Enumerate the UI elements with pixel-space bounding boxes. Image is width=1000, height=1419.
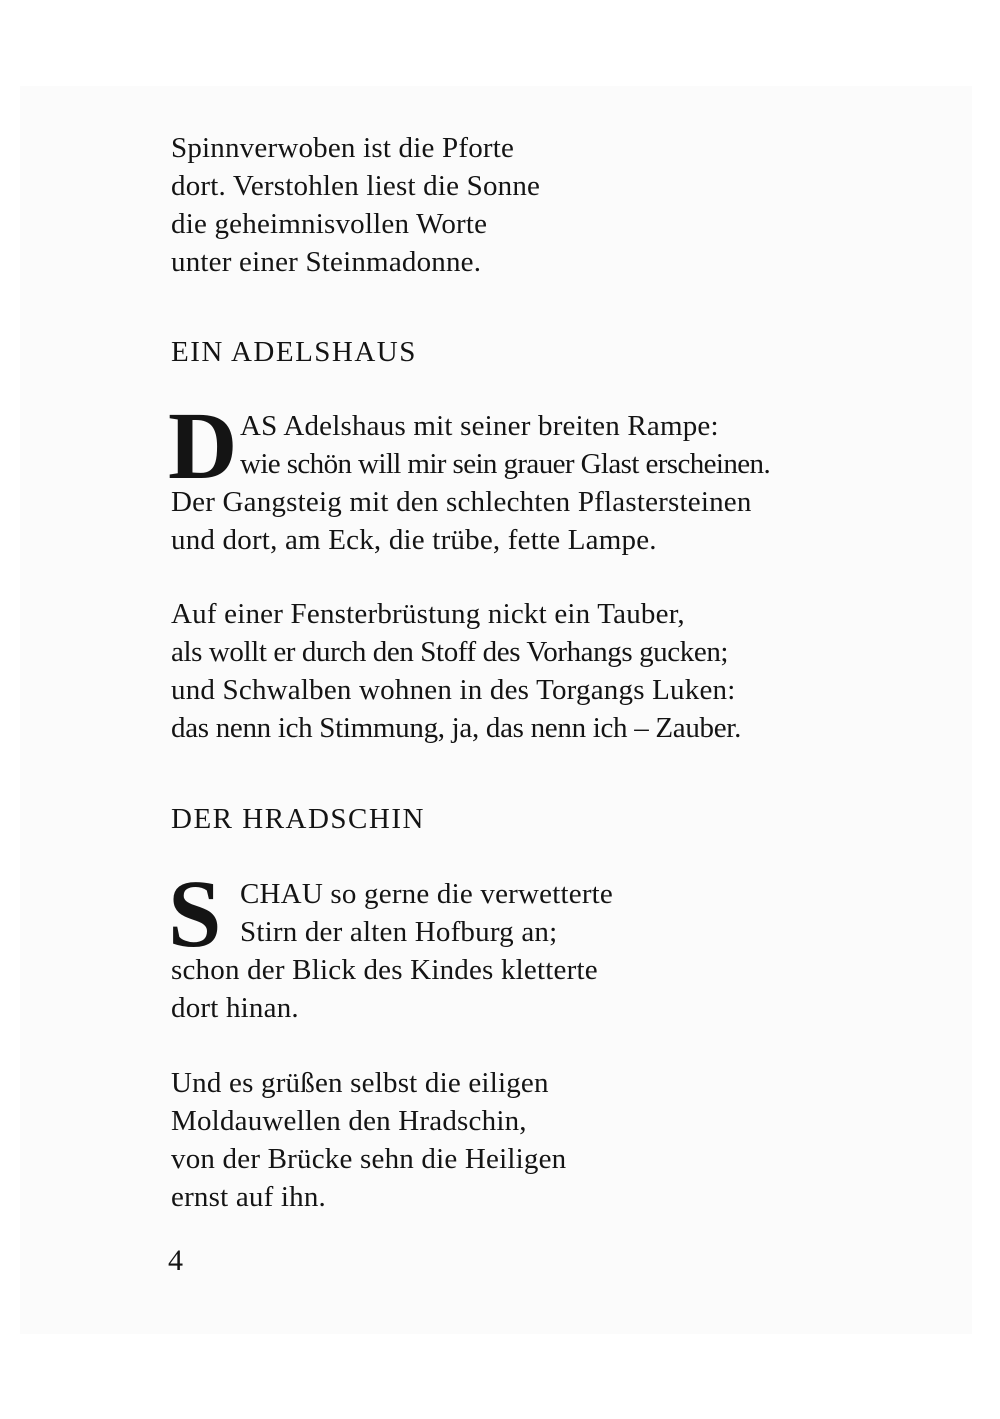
hradschin-s2-line-1: Und es grüßen selbst die eiligen [171, 1067, 549, 1099]
adelshaus-s2-line-4: das nenn ich Stimmung, ja, das nenn ich – Zauber. [171, 712, 742, 744]
hradschin-s1-line-4: dort hinan. [171, 992, 299, 1024]
hradschin-s1-line-2: Stirn der alten Hofburg an; [240, 916, 558, 948]
hradschin-s2-line-3: von der Brücke sehn die Heiligen [171, 1143, 567, 1175]
hradschin-s2-line-4: ernst auf ihn. [171, 1181, 327, 1213]
poem-title-adelshaus: EIN ADELSHAUS [171, 336, 417, 368]
adelshaus-s1-line-1: AS Adelshaus mit seiner breiten Rampe: [240, 410, 719, 442]
hradschin-s2-line-2: Moldauwellen den Hradschin, [171, 1105, 527, 1137]
adelshaus-s2-line-3: und Schwalben wohnen in des Torgangs Luken: [171, 674, 736, 706]
adelshaus-s2-line-2: als wollt er durch den Stoff des Vorhangs gucken; [171, 636, 729, 668]
drop-cap-s: S [168, 860, 222, 967]
adelshaus-s1-line-2: wie schön will mir sein grauer Glast erscheinen. [240, 448, 771, 480]
hradschin-s1-line-3: schon der Blick des Kindes kletterte [171, 954, 598, 986]
adelshaus-s1-line-3: Der Gangsteig mit den schlechten Pflastersteinen [171, 486, 752, 518]
intro-line-1: Spinnverwoben ist die Pforte [171, 132, 515, 164]
intro-line-3: die geheimnisvollen Worte [171, 208, 488, 240]
hradschin-s1-line-1: CHAU so gerne die verwetterte [240, 878, 614, 910]
intro-line-4: unter einer Steinmadonne. [171, 246, 482, 278]
page-number: 4 [168, 1244, 183, 1277]
adelshaus-s1-line-4: und dort, am Eck, die trübe, fette Lampe. [171, 524, 657, 556]
poem-title-hradschin: DER HRADSCHIN [171, 803, 425, 835]
adelshaus-s2-line-1: Auf einer Fensterbrüstung nickt ein Tauber, [171, 598, 685, 630]
drop-cap-d: D [168, 392, 238, 499]
intro-line-2: dort. Verstohlen liest die Sonne [171, 170, 541, 202]
